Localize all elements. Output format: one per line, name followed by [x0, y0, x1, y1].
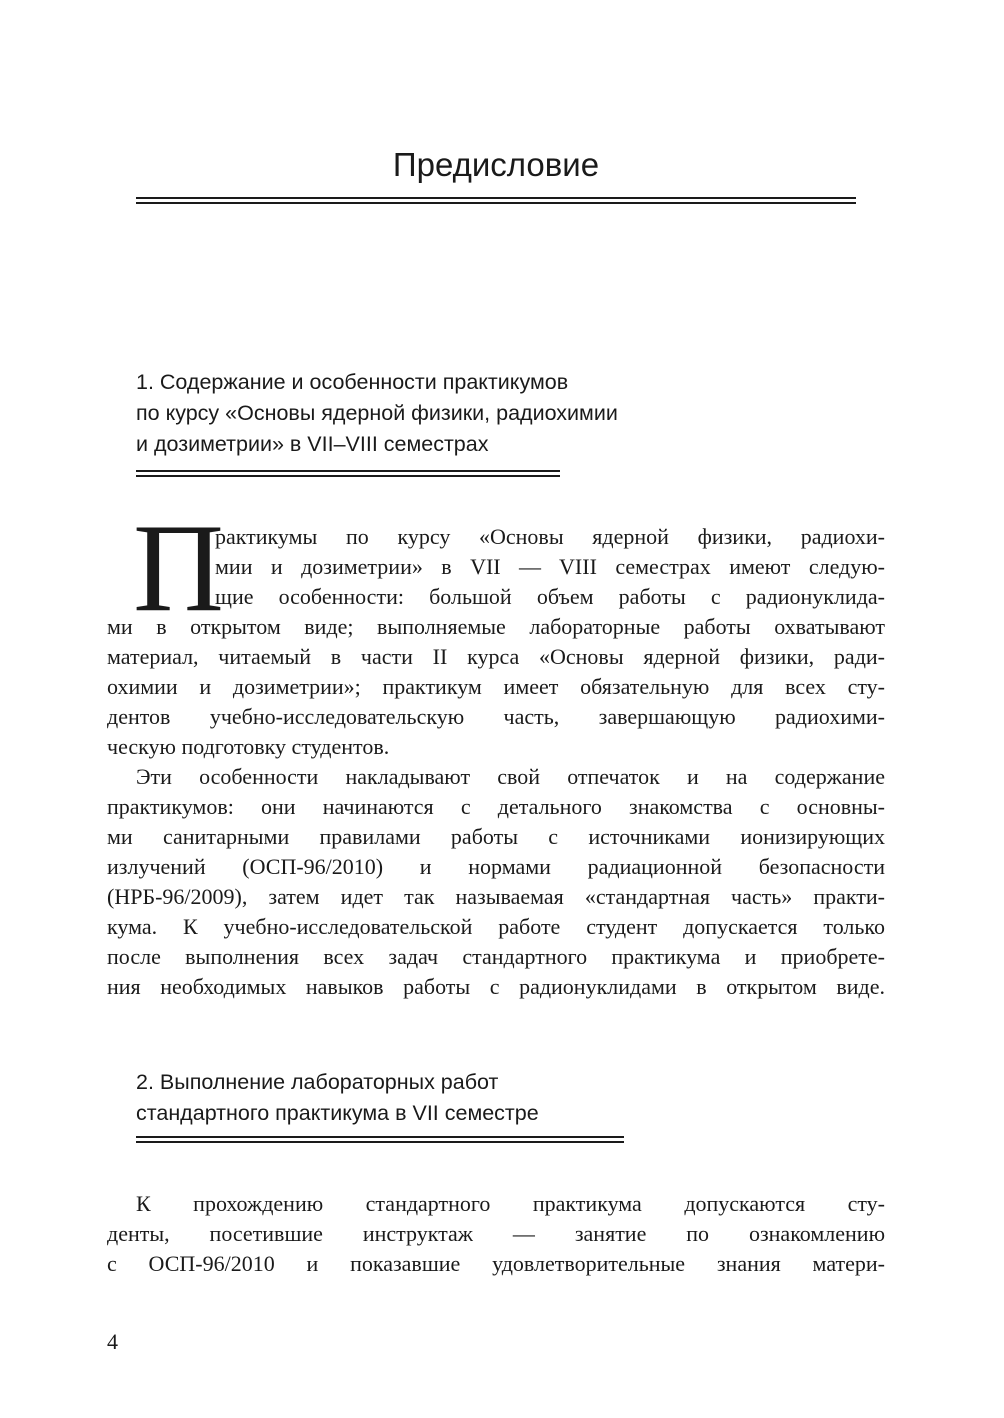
text-line: ми в открытом виде; выполняемые лабораторные работы охватывают	[107, 614, 885, 639]
text-line: материал, читаемый в части II курса «Основы ядерной физики, ради-	[107, 644, 885, 669]
section-2-heading-line: стандартного практикума в VII семестре	[136, 1101, 539, 1125]
text-line: ния необходимых навыков работы с радионуклидами в открытом виде.	[107, 974, 885, 999]
page-number: 4	[107, 1329, 118, 1354]
text-line: денты, посетившие инструктаж — занятие по ознакомлению	[107, 1221, 885, 1246]
paragraph-2	[107, 762, 885, 1002]
section-1-heading-line: 1. Содержание и особенности практикумов	[136, 370, 569, 394]
text-line: охимии и дозиметрии»; практикум имеет обязательную для всех сту-	[107, 674, 885, 699]
paragraph-3	[107, 1189, 885, 1279]
section-1-heading	[136, 367, 618, 460]
text-line: с ОСП-96/2010 и показавшие удовлетворительные знания матери-	[107, 1251, 885, 1276]
text-line: излучений (ОСП-96/2010) и нормами радиационной безопасности	[107, 854, 885, 879]
text-line: ми санитарными правилами работы с источниками ионизирующих	[107, 824, 885, 849]
section-1-double-rule	[136, 470, 560, 477]
text-line: К прохождению стандартного практикума допускаются сту-	[136, 1191, 885, 1216]
text-line: ческую подготовку студентов.	[107, 734, 390, 759]
text-line: рактикумы по курсу «Основы ядерной физики, радиохи-	[215, 524, 885, 549]
drop-cap: П	[133, 499, 224, 638]
section-1-heading-line: и дозиметрии» в VII–VIII семестрах	[136, 432, 489, 456]
page-title: Предисловие	[392, 146, 600, 183]
text-line: Эти особенности накладывают свой отпечаток и на содержание	[136, 764, 885, 789]
text-line: щие особенности: большой объем работы с радионуклида-	[215, 584, 885, 609]
title-double-rule	[136, 197, 856, 204]
text-line: мии и дозиметрии» в VII — VIII семестрах имеют следую-	[215, 554, 885, 579]
section-2-heading-line: 2. Выполнение лабораторных работ	[136, 1070, 499, 1094]
text-line: после выполнения всех задач стандартного практикума и приобрете-	[107, 944, 885, 969]
section-2-heading	[136, 1067, 539, 1129]
text-line: практикумов: они начинаются с детального знакомства с основны-	[107, 794, 885, 819]
text-line: (НРБ-96/2009), затем идет так называемая «стандартная часть» практи-	[107, 884, 885, 909]
paragraph-1-dropcap-lines	[215, 522, 885, 612]
text-line: дентов учебно-исследовательскую часть, завершающую радиохими-	[107, 704, 885, 729]
section-2-double-rule	[136, 1136, 624, 1143]
text-line: кума. К учебно-исследовательской работе студент допускается только	[107, 914, 885, 939]
section-1-heading-line: по курсу «Основы ядерной физики, радиохимии	[136, 401, 618, 425]
paragraph-1-body	[107, 612, 885, 762]
